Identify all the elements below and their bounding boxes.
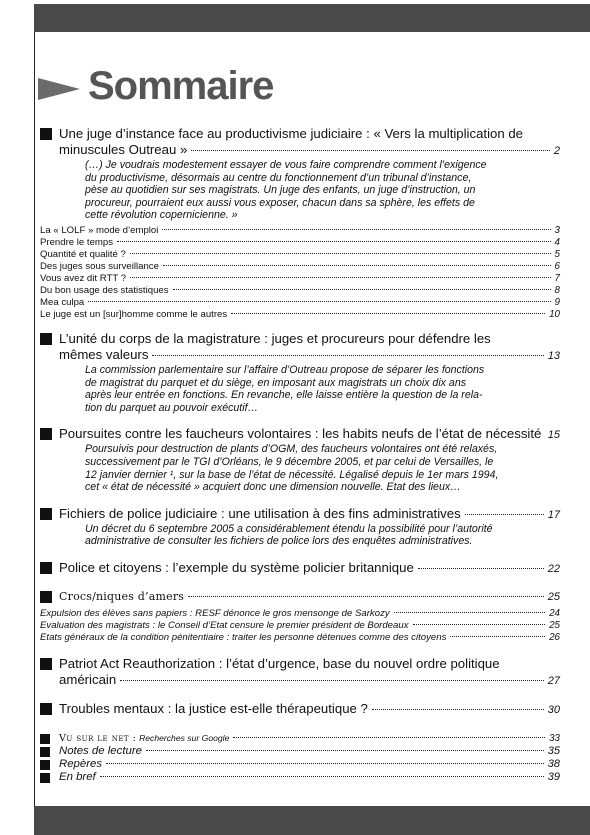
section-description: (…) Je voudrais modestement essayer de vous faire comprendre comment l’exigence du productivisme, désormais au centre du fonctionnement d’un tribunal d’instance, pèse au quotidien sur ses magistrats. Un juge des enfants, un juge d’instruction, un procureur, pourraient eux aussi vous exposer, chacun dans sa sphère, les effets de cette révolution copernicienne. » xyxy=(85,159,487,222)
section-description: Poursuivis pour destruction de plants d’OGM, des faucheurs volontaires ont été relaxés, successivement par le TGI d’Orléans, le 9 décembre 2005, et par celui de Versailles, le 12 janvier dernier ¹, sur la base de l’état de nécessité. Légalisé depuis le 1er mars 1994, cet « état de nécessité » acquiert donc une dimension nouvelle. Etat des lieux… xyxy=(85,443,499,494)
leader-dots xyxy=(418,568,544,569)
section-title: mêmes valeurs xyxy=(59,346,149,362)
bottom-bar xyxy=(34,806,590,835)
bullet-square-icon xyxy=(40,658,52,670)
tail-label: Vu sur le net : xyxy=(59,732,137,744)
section-title: Police et citoyens : l’exemple du système policier britannique xyxy=(59,559,414,575)
section-title: Crocs/niques d’amers xyxy=(59,589,185,603)
sub-entry: Quantité et qualité ? 5 xyxy=(40,248,560,260)
tail-entry: En bref 39 xyxy=(40,771,560,784)
bullet-square-icon xyxy=(40,333,52,345)
section-description: Un décret du 6 septembre 2005 a considérablement étendu la possibilité pour l’autorité administrative de consulter les fichiers de police lors des enquêtes administratives. xyxy=(85,522,493,548)
tail-entry: Repères 38 xyxy=(40,758,560,771)
toc-section xyxy=(40,331,560,414)
sub-entry: La « LOLF » mode d’emploi 3 xyxy=(40,224,560,236)
bullet-square-icon xyxy=(40,703,52,715)
page-number: 13 xyxy=(547,349,560,362)
leader-dots xyxy=(152,355,543,356)
section-title: Fichiers de police judiciaire : une utilisation à des fins administratives xyxy=(59,505,461,521)
section-title: Une juge d’instance face au productivisme judiciaire : « Vers la multiplication de xyxy=(59,126,524,141)
page-number: 25 xyxy=(547,590,560,603)
toc-section xyxy=(40,126,560,321)
page-number: 30 xyxy=(547,703,560,716)
tail-extra: Recherches sur Google xyxy=(139,732,230,743)
toc-tail xyxy=(40,732,560,784)
sub-entry: Des juges sous surveillance 6 xyxy=(40,260,560,272)
section-description: La commission parlementaire sur l’affaire d’Outreau propose de séparer les fonctions de magistrat du parquet et du siège, en imposant aux magistrats un choix dix ans après leur entrée en fonctions. En revanche, elle laisse entière la question de la rela- tion du parquet au pouvoir exécutif… xyxy=(85,363,485,414)
tail-entry: Notes de lecture 35 xyxy=(40,745,560,758)
section-title: L’unité du corps de la magistrature : juges et procureurs pour défendre les xyxy=(59,330,491,346)
toc-section xyxy=(40,560,560,577)
tail-entry: Vu sur le net : Recherches sur Google 33 xyxy=(40,732,560,745)
sub-entry: Expulsion des élèves sans papiers : RESF dénonce le gros mensonge de Sarkozy 24 xyxy=(40,607,560,619)
page-number: 27 xyxy=(547,674,560,687)
section-title: américain xyxy=(59,671,117,687)
page-number: 15 xyxy=(547,429,560,442)
page-number: 22 xyxy=(547,562,560,575)
leader-dots xyxy=(372,709,544,710)
sub-entry: Le juge est un [sur]homme comme le autres 10 xyxy=(40,308,560,320)
sub-entries xyxy=(40,608,560,644)
leader-dots xyxy=(188,596,544,597)
leader-dots xyxy=(120,680,544,681)
leader-dots xyxy=(191,150,550,151)
sub-entry: Mea culpa 9 xyxy=(40,296,560,308)
bullet-square-icon xyxy=(40,508,52,520)
sub-entries xyxy=(40,225,560,321)
toc-section xyxy=(40,426,560,493)
top-bar xyxy=(34,4,590,32)
bullet-square-icon xyxy=(40,591,52,603)
sub-entry: Vous avez dit RTT ? 7 xyxy=(40,272,560,284)
bullet-square-icon xyxy=(40,562,52,574)
left-rule xyxy=(34,32,35,806)
section-title: Poursuites contre les faucheurs volontaires : les habits neufs de l’état de nécessité xyxy=(59,426,542,442)
leader-dots xyxy=(465,514,544,515)
section-title: Troubles mentaux : la justice est-elle thérapeutique ? xyxy=(59,700,368,716)
sub-entry: Prendre le temps 4 xyxy=(40,236,560,248)
sub-entry: Du bon usage des statistiques 8 xyxy=(40,284,560,296)
triangle-arrow-icon xyxy=(38,78,80,100)
sub-entry: Evaluation des magistrats : le Conseil d’Etat censure le premier président de Bordeaux 25 xyxy=(40,619,560,631)
section-title: minuscules Outreau » xyxy=(59,142,188,157)
bullet-square-icon xyxy=(40,760,50,770)
table-of-contents xyxy=(40,126,560,784)
bullet-square-icon xyxy=(40,773,50,783)
sub-entry: Etats généraux de la condition pénitentiaire : traiter les personne détenues comme des citoyens 26 xyxy=(40,631,560,643)
toc-section xyxy=(40,589,560,644)
toc-section xyxy=(40,656,560,689)
bullet-square-icon xyxy=(40,428,52,440)
page-number: 17 xyxy=(547,508,560,521)
bullet-square-icon xyxy=(40,128,52,140)
page-number: 2 xyxy=(553,145,560,157)
page-title: Sommaire xyxy=(88,64,274,108)
toc-section xyxy=(40,701,560,718)
section-title: Patriot Act Reauthorization : l’état d’urgence, base du nouvel ordre politique xyxy=(59,655,500,671)
bullet-square-icon xyxy=(40,734,50,744)
toc-section xyxy=(40,506,560,548)
bullet-square-icon xyxy=(40,747,50,757)
